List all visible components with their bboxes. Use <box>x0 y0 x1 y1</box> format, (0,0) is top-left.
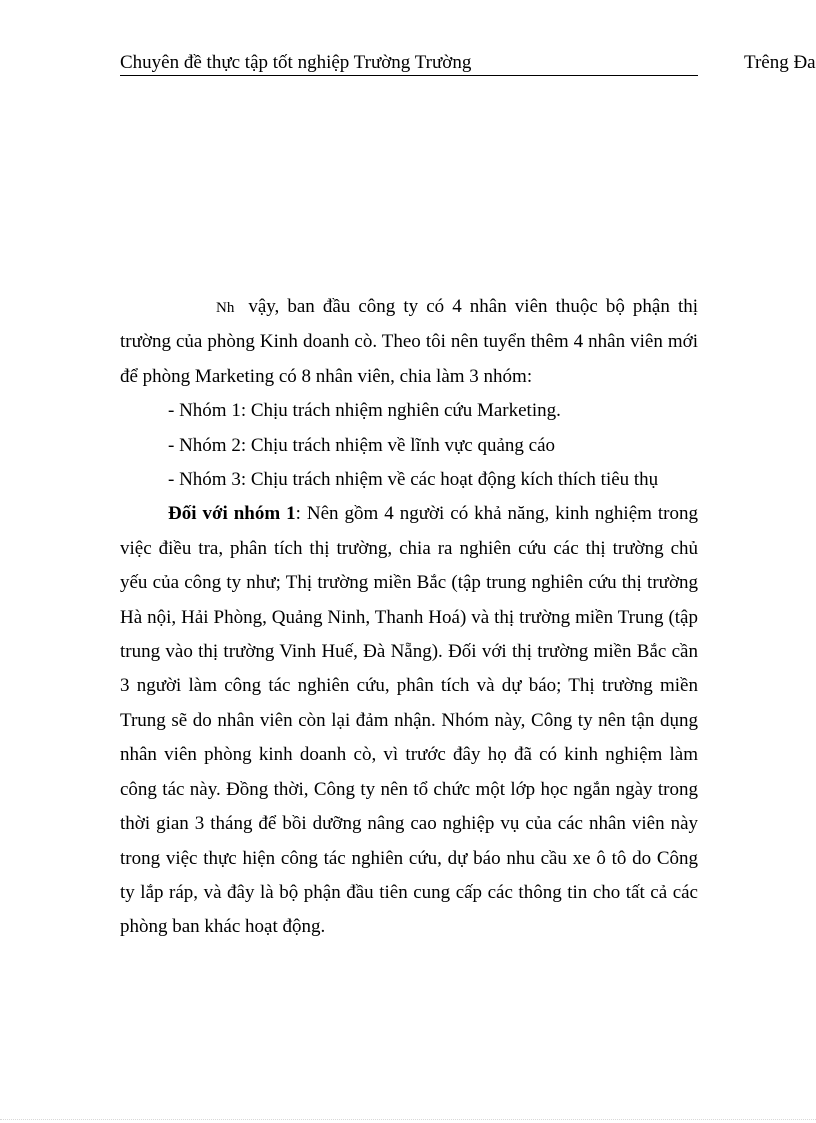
bottom-divider <box>0 1119 816 1120</box>
bullet-group-2: - Nhóm 2: Chịu trách nhiệm về lĩnh vực quảng cáo <box>168 434 556 456</box>
group1-heading: Đối với nhóm 1 <box>168 503 296 525</box>
group1-text: : Nên gồm 4 người có khả năng, kinh nghiệm trong việc điều tra, phân tích thị trường, chia ra nghiên cứu các thị trường chủ yếu của công ty như; Thị trường miền Bắc (tập trung nghiên cứu thị trường Hà nội, Hải Phòng, Quảng Ninh, Thanh Hoá) và thị trường miền Trung (tập trung vào thị trường Vinh Huế, Đà Nẵng). Đối với thị trường miền Bắc cần 3 người làm công tác nghiên cứu, phân tích và dự báo; Thị trường miền Trung sẽ do nhân viên còn lại đảm nhận. Nhóm này, Công ty nên tận dụng nhân viên phòng kinh doanh cò, vì trước đây họ đã có kinh nghiệm làm công tác này. Đồng thời, Công ty nên tổ chức một lớp học ngắn ngày trong thời gian 3 tháng để bồi dưỡng nâng cao nghiệp vụ của các nhân viên này trong việc thực hiện công tác nghiên cứu, dự báo nhu cầu xe ô tô do Công ty lắp ráp, và đây là bộ phận đầu tiên cung cấp các thông tin cho tất cả các phòng ban khác hoạt động. <box>120 503 698 938</box>
intro-text: vậy, ban đầu công ty có 4 nhân viên thuộc bộ phận thị trường của phòng Kinh doanh cò. Theo tôi nên tuyển thêm 4 nhân viên mới để phòng Marketing có 8 nhân viên, chia làm 3 nhóm: <box>120 296 698 387</box>
bullet-group-3: - Nhóm 3: Chịu trách nhiệm về các hoạt động kích thích tiêu thụ <box>168 469 659 491</box>
header-title: Chuyên đề thực tập tốt nghiệp Trường Trường <box>120 52 472 73</box>
intro-paragraph <box>120 290 698 394</box>
group1-paragraph <box>120 497 698 944</box>
intro-fragment: Nh <box>216 300 235 316</box>
header-right-fragment: Trêng Đa <box>744 52 816 73</box>
header-rule <box>120 75 698 76</box>
document-body <box>120 290 698 945</box>
bullet-group-1: - Nhóm 1: Chịu trách nhiệm nghiên cứu Marketing. <box>168 400 561 422</box>
